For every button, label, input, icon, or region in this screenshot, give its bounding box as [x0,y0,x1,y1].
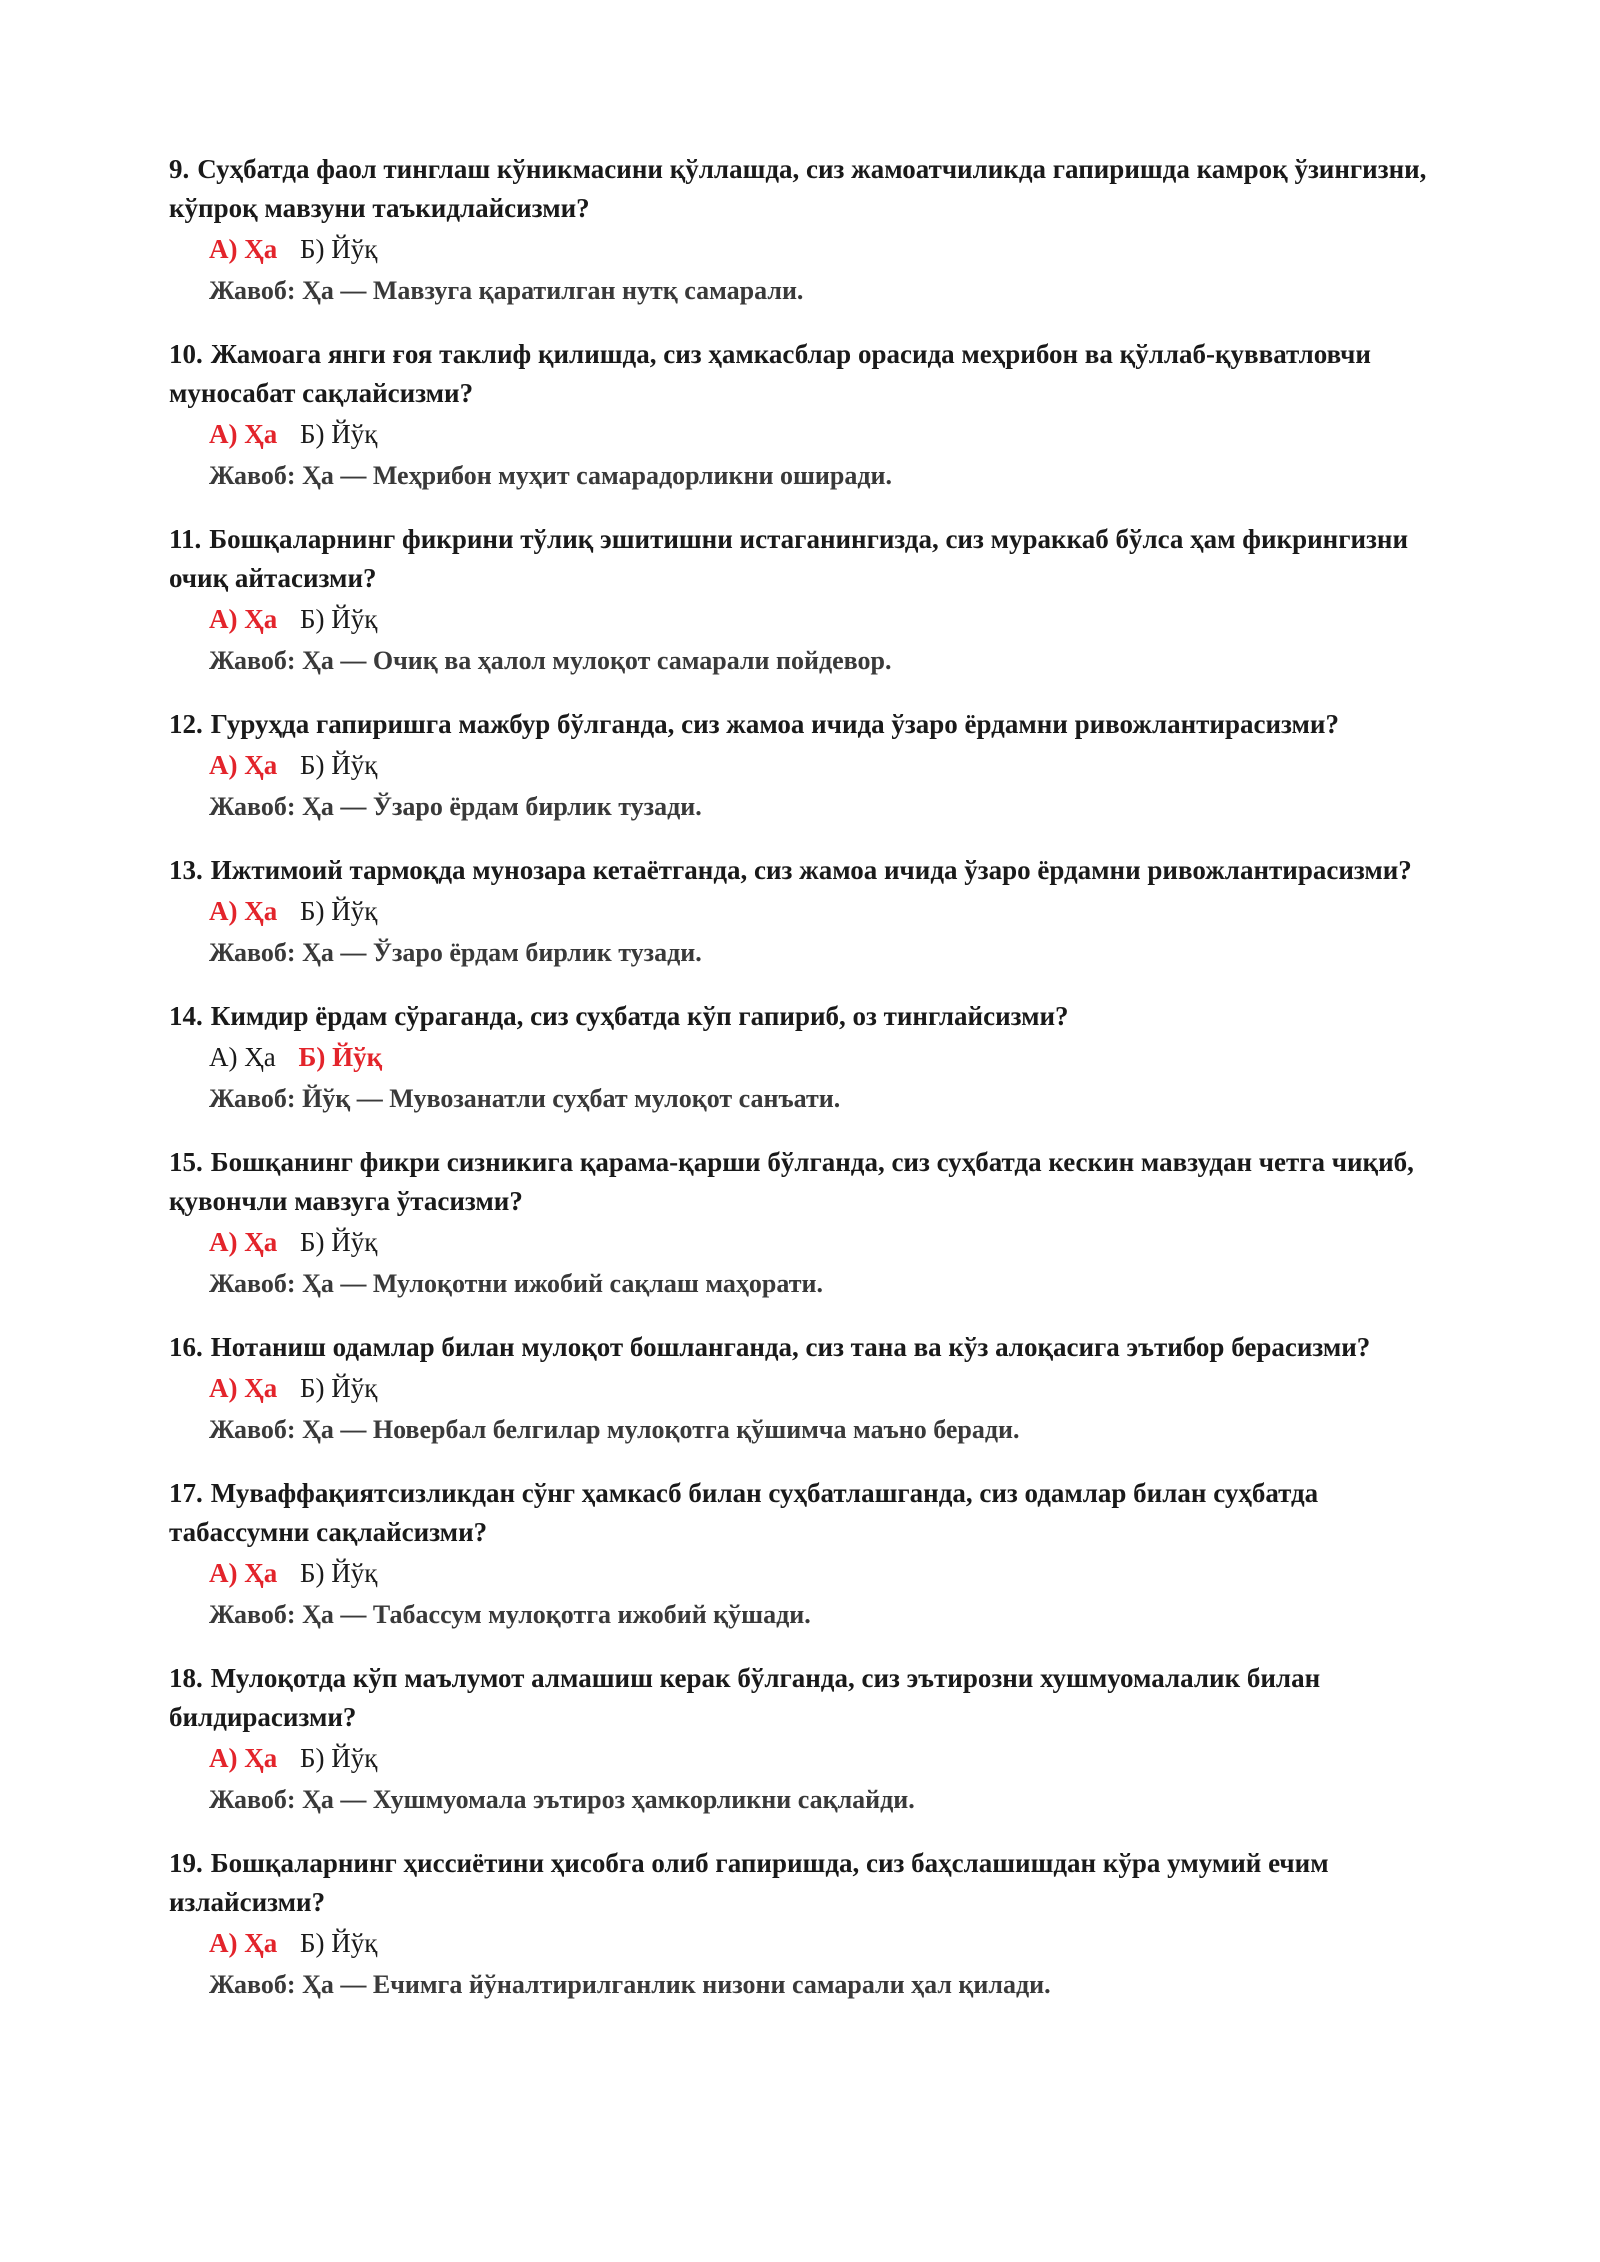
answer-options [209,1922,1439,1964]
question-block [169,150,1439,312]
option-a[interactable]: А) Ҳа [209,1227,278,1257]
question-number: 15. [169,1147,203,1177]
question-number: 19. [169,1848,203,1878]
question-number: 16. [169,1332,203,1362]
question-body: Бошқанинг фикри сизникига қарама-қарши бўлганда, сиз суҳбатда кескин мавзудан четга чиқиб, қувончли мавзуга ўтасизми? [169,1147,1414,1216]
answer-text: Жавоб: Ҳа — Ўзаро ёрдам бирлик тузади. [209,938,702,967]
question-block [169,1659,1439,1821]
option-b[interactable]: Б) Йўқ [298,1042,383,1072]
answer-text: Жавоб: Ҳа — Очиқ ва ҳалол мулоқот самарали пойдевор. [209,646,892,675]
option-a[interactable]: А) Ҳа [209,1743,278,1773]
question-body: Ижтимоий тармоқда мунозара кетаётганда, сиз жамоа ичида ўзаро ёрдамни ривожлантирасизми? [210,855,1412,885]
option-a[interactable]: А) Ҳа [209,1042,276,1072]
question-number: 14. [169,1001,203,1031]
question-text [169,335,1439,413]
question-text [169,1474,1439,1552]
question-body: Бошқаларнинг ҳиссиётини ҳисобга олиб гапиришда, сиз баҳслашишдан кўра умумий ечим излайсизми? [169,1848,1329,1917]
question-block [169,997,1439,1120]
answer-options [209,228,1439,270]
answer-text: Жавоб: Йўқ — Мувозанатли суҳбат мулоқот санъати. [209,1084,841,1113]
question-body: Бошқаларнинг фикрини тўлиқ эшитишни истаганингизда, сиз мураккаб бўлса ҳам фикрингизни очиқ айтасизми? [169,524,1409,593]
option-a[interactable]: А) Ҳа [209,419,278,449]
answer-text: Жавоб: Ҳа — Меҳрибон муҳит самарадорликни оширади. [209,461,892,490]
option-a[interactable]: А) Ҳа [209,1373,278,1403]
question-block [169,1474,1439,1636]
option-a[interactable]: А) Ҳа [209,234,278,264]
question-number: 10. [169,339,203,369]
question-number: 18. [169,1663,203,1693]
answer-text: Жавоб: Ҳа — Хушмуомала эътироз ҳамкорликни сақлайди. [209,1785,915,1814]
question-text [169,1659,1439,1737]
question-block [169,520,1439,682]
document-page [169,150,1439,2029]
question-block [169,1143,1439,1305]
answer-text: Жавоб: Ҳа — Ечимга йўналтирилганлик низони самарали ҳал қилади. [209,1970,1051,1999]
option-b[interactable]: Б) Йўқ [300,419,378,449]
option-b[interactable]: Б) Йўқ [300,896,378,926]
question-block [169,851,1439,974]
question-number: 12. [169,709,203,739]
answer-text: Жавоб: Ҳа — Новербал белгилар мулоқотга қўшимча маъно беради. [209,1415,1020,1444]
option-b[interactable]: Б) Йўқ [300,1373,378,1403]
question-text [169,1844,1439,1922]
answer-options [209,1737,1439,1779]
question-text [169,1143,1439,1221]
answer-text: Жавоб: Ҳа — Табассум мулоқотга ижобий қўшади. [209,1600,811,1629]
option-a[interactable]: А) Ҳа [209,604,278,634]
question-block [169,1844,1439,2006]
option-b[interactable]: Б) Йўқ [300,604,378,634]
question-body: Гуруҳда гапиришга мажбур бўлганда, сиз жамоа ичида ўзаро ёрдамни ривожлантирасизми? [210,709,1339,739]
answer-options [209,1221,1439,1263]
option-b[interactable]: Б) Йўқ [300,750,378,780]
answer-options [209,413,1439,455]
answer-options [209,744,1439,786]
question-text [169,1328,1439,1367]
question-body: Жамоага янги ғоя таклиф қилишда, сиз ҳамкасблар орасида меҳрибон ва қўллаб-қувватловчи муносабат сақлайсизми? [169,339,1371,408]
question-body: Мулоқотда кўп маълумот алмашиш керак бўлганда, сиз эътирозни хушмуомалалик билан билдирасизми? [169,1663,1321,1732]
answer-text: Жавоб: Ҳа — Ўзаро ёрдам бирлик тузади. [209,792,702,821]
option-b[interactable]: Б) Йўқ [300,1743,378,1773]
answer-options [209,1036,1439,1078]
option-a[interactable]: А) Ҳа [209,896,278,926]
question-body: Кимдир ёрдам сўраганда, сиз суҳбатда кўп гапириб, оз тинглайсизми? [210,1001,1069,1031]
option-a[interactable]: А) Ҳа [209,750,278,780]
option-a[interactable]: А) Ҳа [209,1558,278,1588]
option-b[interactable]: Б) Йўқ [300,1227,378,1257]
question-number: 11. [169,524,202,554]
question-text [169,851,1439,890]
question-block [169,705,1439,828]
question-text [169,705,1439,744]
question-number: 13. [169,855,203,885]
question-text [169,520,1439,598]
answer-options [209,1552,1439,1594]
question-block [169,1328,1439,1451]
question-text [169,997,1439,1036]
answer-text: Жавоб: Ҳа — Мавзуга қаратилган нутқ самарали. [209,276,804,305]
question-number: 9. [169,154,190,184]
answer-options [209,890,1439,932]
option-a[interactable]: А) Ҳа [209,1928,278,1958]
option-b[interactable]: Б) Йўқ [300,1558,378,1588]
answer-text: Жавоб: Ҳа — Мулоқотни ижобий сақлаш маҳорати. [209,1269,823,1298]
question-text [169,150,1439,228]
option-b[interactable]: Б) Йўқ [300,1928,378,1958]
answer-options [209,598,1439,640]
question-body: Нотаниш одамлар билан мулоқот бошланганда, сиз тана ва кўз алоқасига эътибор берасизми? [210,1332,1371,1362]
answer-options [209,1367,1439,1409]
question-body: Суҳбатда фаол тинглаш кўникмасини қўллашда, сиз жамоатчиликда гапиришда камроқ ўзингизни, кўпроқ мавзуни таъкидлайсизми? [169,154,1427,223]
question-number: 17. [169,1478,203,1508]
question-block [169,335,1439,497]
option-b[interactable]: Б) Йўқ [300,234,378,264]
question-body: Муваффақиятсизликдан сўнг ҳамкасб билан суҳбатлашганда, сиз одамлар билан суҳбатда табассумни сақлайсизми? [169,1478,1319,1547]
